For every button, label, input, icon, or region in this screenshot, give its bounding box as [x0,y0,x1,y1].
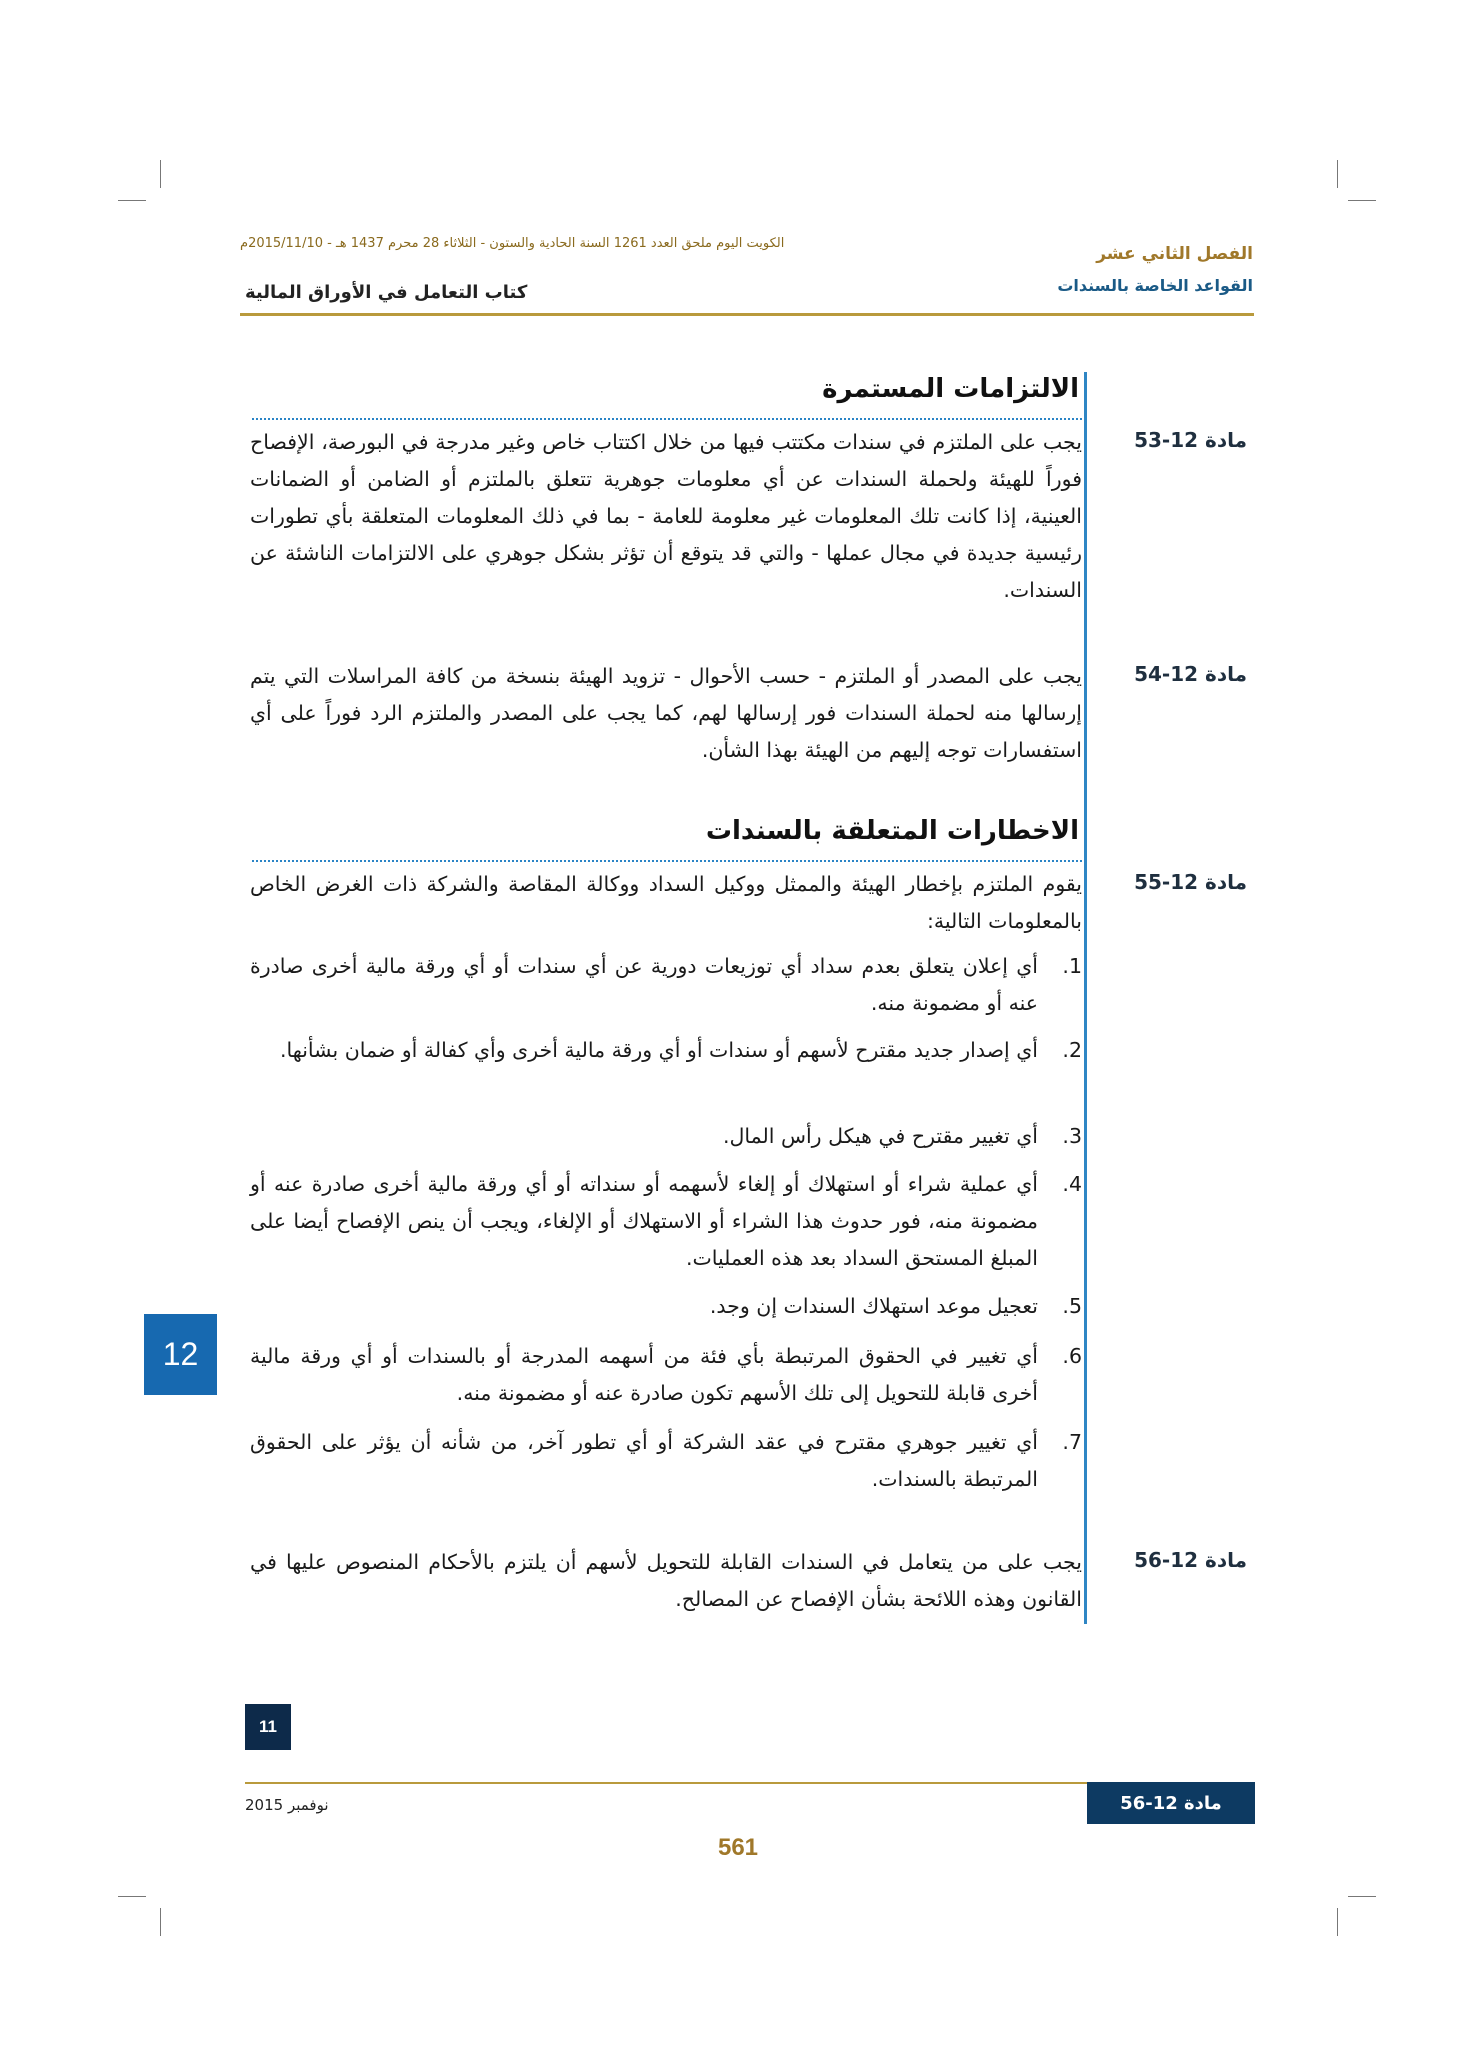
crop-mark [1348,1896,1376,1897]
page-number: 561 [717,1834,759,1861]
crop-mark [1337,1908,1338,1936]
article-label: مادة 12-54 [1134,662,1247,686]
list-item [250,1288,1082,1325]
footer-article-tab: مادة 12-56 [1087,1782,1255,1824]
section-heading: الالتزامات المستمرة [822,374,1079,404]
crop-mark [160,1908,161,1936]
list-item [250,1424,1082,1498]
article-label: مادة 12-53 [1134,428,1247,452]
list-number: 4. [1062,1172,1082,1196]
list-item [250,1032,1082,1069]
crop-mark [118,1896,146,1897]
list-number: 2. [1062,1038,1082,1062]
list-text: أي إعلان يتعلق بعدم سداد أي توزيعات دورية عن أي سندات أو أي ورقة مالية أخرى صادرة عنه أو مضمونة منه. [250,954,1038,1015]
list-text: تعجيل موعد استهلاك السندات إن وجد. [709,1294,1038,1318]
chapter-side-tab: 12 [144,1314,217,1395]
section-heading: الاخطارات المتعلقة بالسندات [705,816,1079,846]
list-number: 1. [1062,954,1082,978]
list-item [250,1166,1082,1277]
article-label: مادة 12-56 [1134,1548,1247,1572]
list-text: أي تغيير جوهري مقترح في عقد الشركة أو أي تطور آخر، من شأنه أن يؤثر على الحقوق المرتبطة بالسندات. [250,1430,1038,1491]
list-item [250,1118,1082,1155]
list-number: 3. [1062,1124,1082,1148]
list-text: أي إصدار جديد مقترح لأسهم أو سندات أو أي ورقة مالية أخرى وأي كفالة أو ضمان بشأنها. [280,1038,1038,1062]
crop-mark [1337,160,1338,188]
chapter-title: الفصل الثاني عشر [1096,244,1253,264]
article-label: مادة 12-55 [1134,870,1247,894]
book-title: كتاب التعامل في الأوراق المالية [245,282,528,303]
crop-mark [118,200,146,201]
dotted-rule [252,418,1082,420]
header-meta: الكويت اليوم ملحق العدد 1261 السنة الحادية والستون - الثلاثاء 28 محرم 1437 هـ - 2015/11/10م [240,236,785,251]
list-text: أي عملية شراء أو استهلاك أو إلغاء لأسهمه أو سنداته أو أي ورقة مالية أخرى صادرة عنه أو مضمونة منه، فور حدوث هذا الشراء أو الاستهلاك أو الإلغاء، ويجب أن ينص الإفصاح أيضا على المبلغ المستحق السداد بعد هذه العمليات. [250,1172,1038,1270]
dotted-rule [252,860,1082,862]
list-number: 6. [1062,1344,1082,1368]
article-text: يجب على الملتزم في سندات مكتتب فيها من خلال اكتتاب خاص وغير مدرجة في البورصة، الإفصاح فوراً للهيئة ولحملة السندات عن أي معلومات جوهرية تتعلق بالملتزم أو الضامن أو الضمانات العينية، إذا كانت تلك المعلومات غير معلومة للعامة - بما في ذلك المعلومات المتعلقة بأي تطورات رئيسية جديدة في مجال عملها - والتي قد يتوقع أن تؤثر بشكل جوهري على الالتزامات الناشئة عن السندات. [250,430,1082,602]
list-number: 5. [1062,1294,1082,1318]
crop-mark [160,160,161,188]
crop-mark [1348,200,1376,201]
list-item [250,948,1082,1022]
list-text: أي تغيير في الحقوق المرتبطة بأي فئة من أسهمه المدرجة أو بالسندات أو أي ورقة مالية أخرى قابلة للتحويل إلى تلك الأسهم تكون صادرة عنه أو مضمونة منه. [250,1344,1038,1405]
section-title: القواعد الخاصة بالسندات [1057,276,1253,295]
header-rule [240,313,1254,316]
list-item [250,1338,1082,1412]
article-text: يجب على المصدر أو الملتزم - حسب الأحوال - تزويد الهيئة بنسخة من كافة المراسلات التي يتم إرسالها منه لحملة السندات فور إرسالها لهم، كما يجب على المصدر والملتزم الرد فوراً على أي استفسارات توجه إليهم من الهيئة بهذا الشأن. [250,664,1082,762]
column-divider [1084,372,1087,1624]
article-text: يقوم الملتزم بإخطار الهيئة والممثل ووكيل السداد ووكالة المقاصة والشركة ذات الغرض الخاص بالمعلومات التالية: [250,872,1082,933]
article-text: يجب على من يتعامل في السندات القابلة للتحويل لأسهم أن يلتزم بالأحكام المنصوص عليها في القانون وهذه اللائحة بشأن الإفصاح عن المصالح. [250,1550,1082,1611]
list-number: 7. [1062,1430,1082,1454]
list-text: أي تغيير مقترح في هيكل رأس المال. [723,1124,1038,1148]
page-box: 11 [245,1704,291,1750]
footer-date: نوفمبر 2015 [245,1796,329,1814]
